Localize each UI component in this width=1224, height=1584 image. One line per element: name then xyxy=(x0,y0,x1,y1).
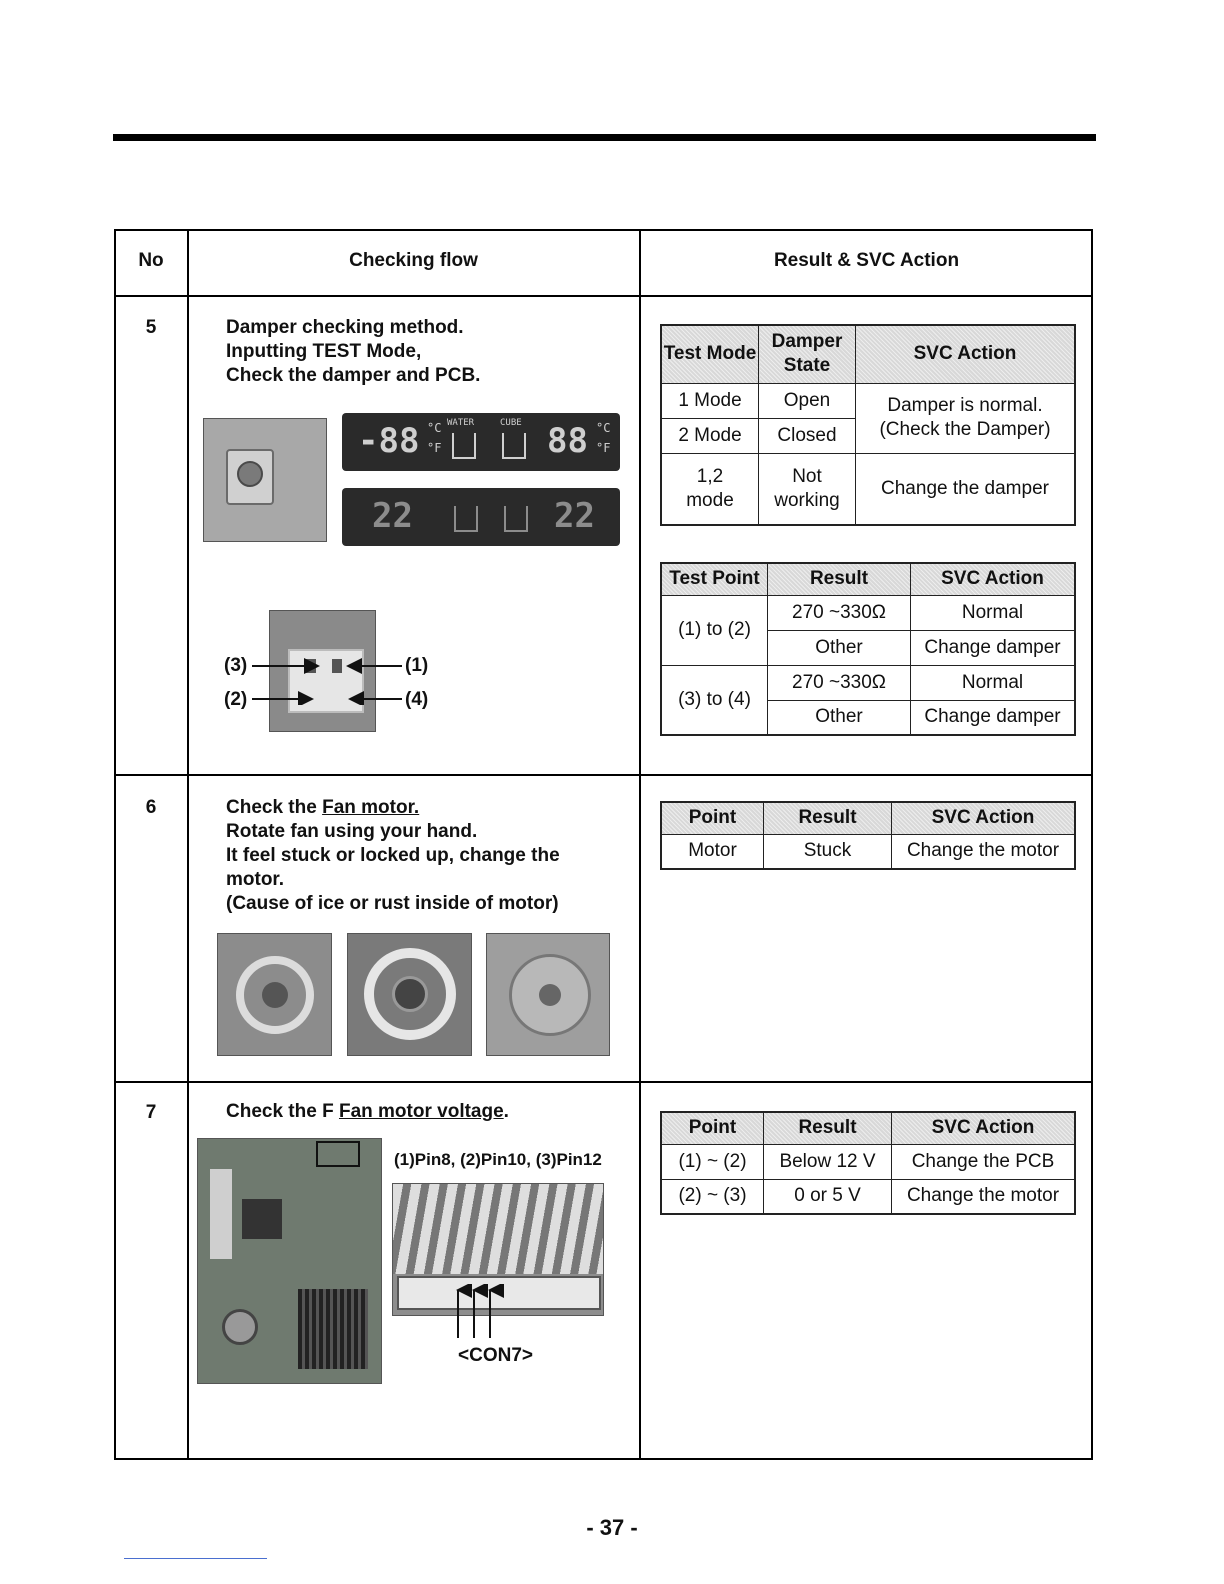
test-button-photo xyxy=(203,418,327,542)
row-7-number: 7 xyxy=(145,1102,157,1123)
fan-motor-photo-2 xyxy=(347,933,472,1056)
test-point-header: Test Point xyxy=(661,563,768,595)
fan-motor-table xyxy=(660,801,1076,870)
test-mode-header: Test Mode xyxy=(663,343,757,365)
flow-line xyxy=(226,796,560,820)
table-cell: Not working xyxy=(759,453,856,525)
con7-highlight-box xyxy=(316,1141,360,1167)
row-divider-6 xyxy=(114,1081,1093,1083)
button-cap-icon xyxy=(237,461,263,487)
display-panel-bottom xyxy=(342,488,620,546)
fan-hub-icon xyxy=(539,984,561,1006)
row-7-flow xyxy=(226,1100,509,1124)
display-panel-top xyxy=(342,413,620,471)
flow-line: It feel stuck or locked up, change the xyxy=(226,845,560,866)
table-cell: 1,2 mode xyxy=(661,453,759,525)
table-cell: (1) ~ (2) xyxy=(661,1144,764,1179)
pin-arrows xyxy=(446,1284,506,1340)
row-5-number: 5 xyxy=(145,317,157,338)
fan-voltage-table xyxy=(660,1111,1076,1215)
row-5-flow xyxy=(226,316,480,388)
col-divider-2 xyxy=(639,229,641,1460)
fan-motor-photo-3 xyxy=(486,933,610,1056)
table-cell: 2 Mode xyxy=(661,418,759,453)
table-cell: Change the damper xyxy=(856,453,1076,525)
row-6-flow xyxy=(226,796,560,916)
svc-action-header: SVC Action xyxy=(856,325,1076,383)
table-cell: Change damper xyxy=(911,630,1076,665)
display-water-label: WATER xyxy=(447,418,475,428)
point-header: Point xyxy=(661,802,764,834)
damper-resistance-table xyxy=(660,562,1076,736)
fahrenheit-icon: °F xyxy=(427,441,442,455)
table-cell: Change damper xyxy=(911,700,1076,735)
top-rule xyxy=(113,134,1096,141)
pin-map-label: (1)Pin8, (2)Pin10, (3)Pin12 xyxy=(394,1150,602,1169)
table-cell: (2) ~ (3) xyxy=(661,1179,764,1214)
con7-label: <CON7> xyxy=(458,1345,533,1366)
celsius-icon: °C xyxy=(596,421,611,435)
fahrenheit-icon: °F xyxy=(596,441,611,455)
connector-strip xyxy=(210,1169,232,1259)
table-cell: Other xyxy=(768,700,911,735)
table-cell: 270 ~330Ω xyxy=(768,665,911,700)
table-cell: Below 12 V xyxy=(764,1144,892,1179)
flow-line: (Cause of ice or rust inside of motor) xyxy=(226,893,559,914)
table-cell: Closed xyxy=(759,418,856,453)
test-point-cell: (3) to (4) xyxy=(661,665,768,735)
flow-line: Inputting TEST Mode, xyxy=(226,341,422,362)
table-cell: Open xyxy=(759,383,856,418)
display-cube-label: CUBE xyxy=(500,418,522,428)
result-header: Result xyxy=(764,1112,892,1144)
table-cell: Change the motor xyxy=(892,834,1076,869)
table-cell: 270 ~330Ω xyxy=(768,595,911,630)
svc-action-header: SVC Action xyxy=(892,802,1076,834)
wire-bundle xyxy=(393,1184,604,1274)
test-point-cell: (1) to (2) xyxy=(661,595,768,665)
col-divider-1 xyxy=(187,229,189,1460)
capacitor-icon xyxy=(222,1309,258,1345)
flow-prefix: Check the F xyxy=(226,1101,339,1122)
col-header xyxy=(661,325,759,383)
motor-hub-icon xyxy=(262,982,288,1008)
connector-arrows xyxy=(250,655,410,705)
damper-state-header: Damper State xyxy=(771,331,843,377)
point-header: Point xyxy=(661,1112,764,1144)
table-cell: Normal xyxy=(911,665,1076,700)
row-divider-5 xyxy=(114,774,1093,776)
damper-mode-table xyxy=(660,324,1076,526)
page-number: - 37 - xyxy=(586,1515,638,1540)
transformer-icon xyxy=(242,1199,282,1239)
footer-link-underline xyxy=(124,1558,267,1559)
connector-label-4: (4) xyxy=(405,689,429,710)
table-cell: Motor xyxy=(661,834,764,869)
svc-action-header: SVC Action xyxy=(892,1112,1076,1144)
row-divider-header xyxy=(114,295,1093,297)
flow-suffix: . xyxy=(503,1101,509,1122)
table-cell: Stuck xyxy=(764,834,892,869)
table-cell: 0 or 5 V xyxy=(764,1179,892,1214)
merged-action-cell: Damper is normal. (Check the Damper) xyxy=(856,383,1076,453)
flow-line: Check the damper and PCB. xyxy=(226,365,481,386)
ice-cup-icon xyxy=(502,433,526,459)
flow-prefix: Check the xyxy=(226,797,323,818)
header-result: Result & SVC Action xyxy=(773,250,960,271)
flow-line: Damper checking method. xyxy=(226,317,464,338)
display-temp-right: 22 xyxy=(554,496,595,536)
flow-line: motor. xyxy=(226,869,285,890)
table-cell: Change the PCB xyxy=(892,1144,1076,1179)
heatsink-icon xyxy=(298,1289,368,1369)
flow-line: Rotate fan using your hand. xyxy=(226,821,478,842)
header-no: No xyxy=(138,250,164,271)
fan-motor-photo-1 xyxy=(217,933,332,1056)
fan-motor-voltage-link[interactable]: Fan motor voltage xyxy=(338,1101,504,1122)
table-cell: Change the motor xyxy=(892,1179,1076,1214)
svc-action-header: SVC Action xyxy=(911,563,1076,595)
celsius-icon: °C xyxy=(427,421,442,435)
col-header xyxy=(759,325,856,383)
display-temp-left: 22 xyxy=(372,496,413,536)
table-cell: 1 Mode xyxy=(661,383,759,418)
result-header: Result xyxy=(764,802,892,834)
water-cup-icon xyxy=(452,433,476,459)
connector-label-1: (1) xyxy=(405,655,429,676)
result-header: Result xyxy=(768,563,911,595)
fan-motor-link[interactable]: Fan motor. xyxy=(322,797,420,818)
display-temp-right: 88 xyxy=(547,421,588,461)
table-cell: Other xyxy=(768,630,911,665)
water-cup-icon xyxy=(454,506,478,532)
ice-cup-icon xyxy=(504,506,528,532)
row-6-number: 6 xyxy=(145,797,157,818)
connector-label-3: (3) xyxy=(224,655,248,676)
display-temp-left: -88 xyxy=(358,421,420,461)
motor-hub-icon xyxy=(392,976,428,1012)
header-checking-flow: Checking flow xyxy=(349,250,478,271)
table-cell: Normal xyxy=(911,595,1076,630)
connector-label-2: (2) xyxy=(224,689,248,710)
pcb-board-photo xyxy=(197,1138,382,1384)
